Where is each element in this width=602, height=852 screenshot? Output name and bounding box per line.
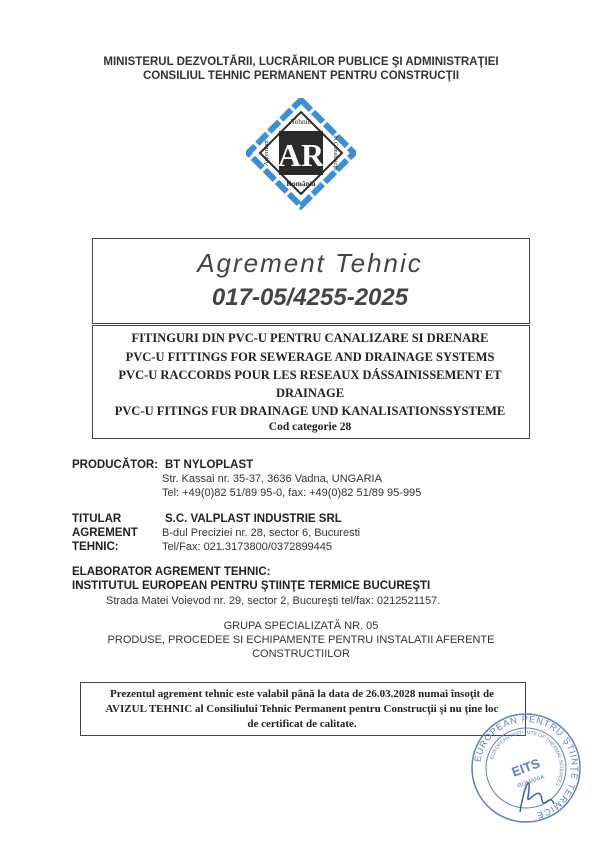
agrement-number: 017-05/4255-2025 bbox=[211, 284, 409, 311]
producer-label: PRODUCĂTOR: bbox=[72, 459, 159, 471]
validity-line-1: Prezentul agrement tehnic este valabil până la data de 26.03.2028 numai însoţit de bbox=[110, 688, 494, 700]
subject-de: PVC-U FITINGS FUR DRAINAGE UND KANALISATIONSSYSTEME bbox=[114, 404, 506, 418]
document-title: Agrement Tehnic bbox=[197, 248, 423, 278]
logo-letters: AR bbox=[277, 137, 325, 173]
logo-left-text: Agrement bbox=[263, 140, 270, 166]
logo-bottom-text: România bbox=[286, 179, 316, 188]
holder-address: B-dul Preciziei nr. 28, sector 6, Bucuresti bbox=[162, 527, 361, 539]
holder-label-2: AGREMENT bbox=[72, 527, 138, 539]
category-code: Cod categorie 28 bbox=[268, 421, 352, 433]
group-description: PRODUSE, PROCEDEE SI ECHIPAMENTE PENTRU INSTALATII AFERENTE bbox=[107, 634, 495, 646]
stamp-ring-inner-text: EUROPEAN INSTITUTE OF THERMAL SCIENCES bbox=[489, 729, 565, 787]
group-number: GRUPA SPECIALIZATĂ NR. 05 bbox=[223, 620, 379, 632]
subject-fr-line1: PVC-U RACCORDS POUR LES RESEAUX DÁSSAINISSEMENT ET bbox=[118, 368, 502, 382]
institute-stamp bbox=[470, 712, 582, 824]
subject-en: PVC-U FITTINGS FOR SEWERAGE AND DRAINAGE SYSTEMS bbox=[125, 350, 495, 364]
producer-name: BT NYLOPLAST bbox=[165, 459, 254, 471]
holder-label-3: TEHNIC: bbox=[72, 541, 119, 553]
logo-right-text: în Construcţii bbox=[332, 135, 339, 171]
stamp-ring-text: EUROPEAN PENTRU ŞTIINŢE TERMICE bbox=[472, 713, 581, 821]
council-name: CONSILIUL TEHNIC PERMANENT PENTRU CONSTRUCŢII bbox=[142, 70, 460, 82]
elaborator-label: ELABORATOR AGREMENT TEHNIC: bbox=[72, 566, 271, 578]
holder-label-1: TITULAR bbox=[72, 513, 122, 525]
subject-fr-line2: DRAINAGE bbox=[275, 386, 345, 400]
stamp-center-text: EITS bbox=[509, 755, 542, 780]
validity-line-2: AVIZUL TEHNIC al Consiliului Tehnic Permanent pentru Construcţii şi nu ţine loc bbox=[105, 703, 499, 715]
subject-ro: FITINGURI DIN PVC-U PENTRU CANALIZARE SI DRENARE bbox=[131, 331, 489, 345]
stamp-country-text: ROMANIA bbox=[516, 774, 546, 790]
producer-contact: Tel: +49(0)82 51/89 95-0, fax: +49(0)82 51/89 95-995 bbox=[162, 487, 422, 499]
group-description-cont: CONSTRUCTIILOR bbox=[252, 648, 350, 660]
producer-address: Str. Kassai nr. 35-37, 3636 Vadna, UNGARIA bbox=[162, 473, 382, 485]
logo-top-text: Tehnic bbox=[290, 117, 312, 126]
ministry-name: MINISTERUL DEZVOLTĂRII, LUCRĂRILOR PUBLICE ŞI ADMINISTRAŢIEI bbox=[103, 56, 499, 68]
elaborator-address: Strada Matei Voievod nr. 29, sector 2, Bucureşti tel/fax: 0212521157. bbox=[106, 595, 441, 607]
agrement-tehnic-logo bbox=[246, 98, 356, 238]
holder-name: S.C. VALPLAST INDUSTRIE SRL bbox=[165, 513, 342, 525]
elaborator-name: INSTITUTUL EUROPEAN PENTRU ŞTIINŢE TERMICE BUCUREŞTI bbox=[72, 580, 431, 592]
validity-line-3: de certificat de calitate. bbox=[247, 718, 357, 730]
holder-contact: Tel/Fax: 021.3173800/0372899445 bbox=[162, 541, 333, 553]
